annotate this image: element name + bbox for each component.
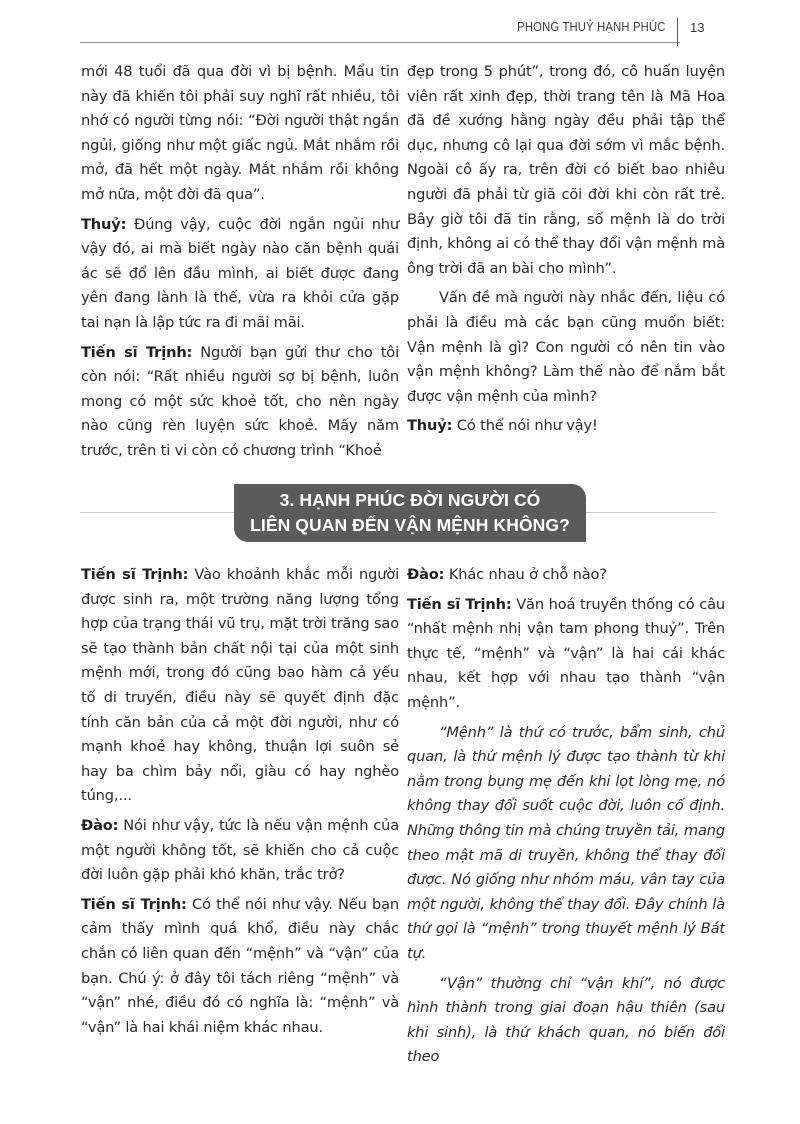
paragraph-text: “Vận” thường chỉ “vận khí”, nó được hình thành trong giai đoạn hậu thiên (sau khi sinh), là thứ khách quan, nó biến đổi theo (407, 974, 725, 1066)
speaker-label: Tiến sĩ Trịnh: (81, 895, 187, 913)
running-header (0, 0, 800, 60)
running-title: PHONG THUỶ HẠNH PHÚC (517, 20, 666, 34)
paragraph (407, 972, 725, 1070)
column-top-right (407, 60, 725, 444)
paragraph-text: “Mệnh” là thứ có trước, bẩm sinh, chủ quan, là thứ mệnh lý được tạo thành từ khi nằm trong bụng mẹ đến khi lọt lòng mẹ, nó không thay đổi suốt cuộc đời, luôn cố định. Những thông tin mà chúng truyền tải, mang theo mật mã di truyền, không thể thay đổi được. Nó giống như nhóm máu, vân tay của một người, không thể thay đổi. Đây chính là thứ gọi là “mệnh” trong thuyết mệnh lý Bát tự. (407, 723, 725, 962)
paragraph-text: Có thể nói như vậy. Nếu bạn cảm thấy mình quá khổ, điều này chắc chắn có liên quan đến “mệnh” và “vận” của bạn. Chú ý: ở đây tôi tách riêng “mệnh” và “vận” nhé, điều đó có nghĩa là: “mệnh” và “vận” là hai khái niệm khác nhau. (81, 895, 399, 1036)
section-heading-line-1: 3. HẠNH PHÚC ĐỜI NGƯỜI CÓ (279, 490, 541, 510)
paragraph-text: Vấn đề mà người này nhắc đến, liệu có phải là điều mà các bạn cũng muốn biết: Vận mệnh là gì? Con người có nên tin vào vận mệnh không? Làm thế nào để nắm bắt được vận mệnh của mình? (407, 289, 725, 405)
paragraph (407, 286, 725, 409)
section-heading (234, 484, 586, 542)
speaker-label: Đào: (81, 816, 119, 834)
banner-rule-left (80, 512, 234, 513)
paragraph-text: mới 48 tuổi đã qua đời vì bị bệnh. Mẩu tin này đã khiến tôi phải suy nghĩ rất nhiều, tôi nhớ có người từng nói: “Đời người thật ngắn ngủi, giống như một giấc ngủ. Mắt nhắm rồi mở, đã hết một ngày. Mắt nhắm rồi không mở nữa, một đời đã qua”. (81, 63, 399, 203)
column-bottom-left (81, 563, 399, 1045)
paragraph-text: Vào khoảnh khắc mỗi người được sinh ra, một trường năng lượng tổng hợp của trạng thái vũ trụ, mặt trời trăng sao sẽ tạo thành bản chất nội tại của một sinh mệnh mới, trong đó cũng bao hàm cả yếu tố di truyền, điều này sẽ quyết định đặc tính căn bản của cả một đời người, như có mạnh khoẻ hay không, thuận lợi suôn sẻ hay ba chìm bảy nổi, giàu có hay nghèo túng,... (81, 566, 399, 805)
dialogue-paragraph (81, 341, 399, 464)
dialogue-paragraph (407, 414, 725, 439)
dialogue-paragraph (81, 563, 399, 809)
paragraph-text: Có thể nói như vậy! (452, 417, 598, 435)
paragraph-text: Văn hoá truyền thống có câu “nhất mệnh nhị vận tam phong thuỷ”. Trên thực tế, “mệnh” và “vận” là hai cái khác nhau, kết hợp với nhau tạo thành “vận mệnh”. (407, 595, 725, 711)
section-heading-line-2: LIÊN QUAN ĐẾN VẬN MỆNH KHÔNG? (250, 515, 570, 535)
column-bottom-right (407, 563, 725, 1075)
speaker-label: Thuỷ: (407, 417, 453, 435)
paragraph-text: Đúng vậy, cuộc đời ngắn ngủi như vậy đó, ai mà biết ngày nào căn bệnh quái ác sẽ đổ lên đầu mình, ai biết được đang yên đang lành là thế, vừa ra khỏi cửa gặp tai nạn là lập tức ra đi mãi mãi. (81, 215, 399, 331)
dialogue-paragraph (81, 814, 399, 888)
speaker-label: Tiến sĩ Trịnh: (81, 566, 189, 583)
column-top-left (81, 60, 399, 469)
dialogue-paragraph (81, 213, 399, 336)
speaker-label: Thuỷ: (81, 215, 127, 233)
header-rule (80, 42, 680, 43)
dialogue-paragraph (81, 893, 399, 1041)
speaker-label: Đào: (407, 566, 445, 583)
paragraph (407, 60, 725, 281)
paragraph (81, 60, 399, 208)
dialogue-paragraph (407, 593, 725, 716)
page-number: 13 (690, 20, 705, 35)
paragraph-text: Khác nhau ở chỗ nào? (444, 566, 607, 583)
speaker-label: Tiến sĩ Trịnh: (407, 595, 512, 613)
paragraph-text: Người bạn gửi thư cho tôi còn nói: “Rất nhiều người sợ bị bệnh, luôn mong có một sức khoẻ tốt, cho nên ngày nào cũng rèn luyện sức khoẻ. Mấy năm trước, trên ti vi còn có chương trình “Khoẻ (81, 343, 399, 459)
paragraph-text: đẹp trong 5 phút”, trong đó, cô huấn luyện viên rất xinh đẹp, thời trang tên là Mã Hoa đã đề xướng hằng ngày đều phải tập thể dục, nhưng cô lại qua đời sớm vì mắc bệnh. Ngoài cô ấy ra, trên đời có biết bao nhiêu người đã phải từ giã cõi đời khi còn rất trẻ. Bây giờ tôi đã tin rằng, số mệnh là do trời định, không ai có thể thay đổi vận mệnh mà ông trời đã an bài cho mình”. (407, 63, 725, 277)
paragraph (407, 721, 725, 967)
speaker-label: Tiến sĩ Trịnh: (81, 343, 193, 361)
banner-rule-right (586, 512, 716, 513)
dialogue-paragraph (407, 563, 725, 588)
header-separator (677, 18, 678, 46)
paragraph-text: Nói như vậy, tức là nếu vận mệnh của một người không tốt, sẽ khiến cho cả cuộc đời luôn gặp phải khó khăn, trắc trở? (81, 816, 399, 884)
